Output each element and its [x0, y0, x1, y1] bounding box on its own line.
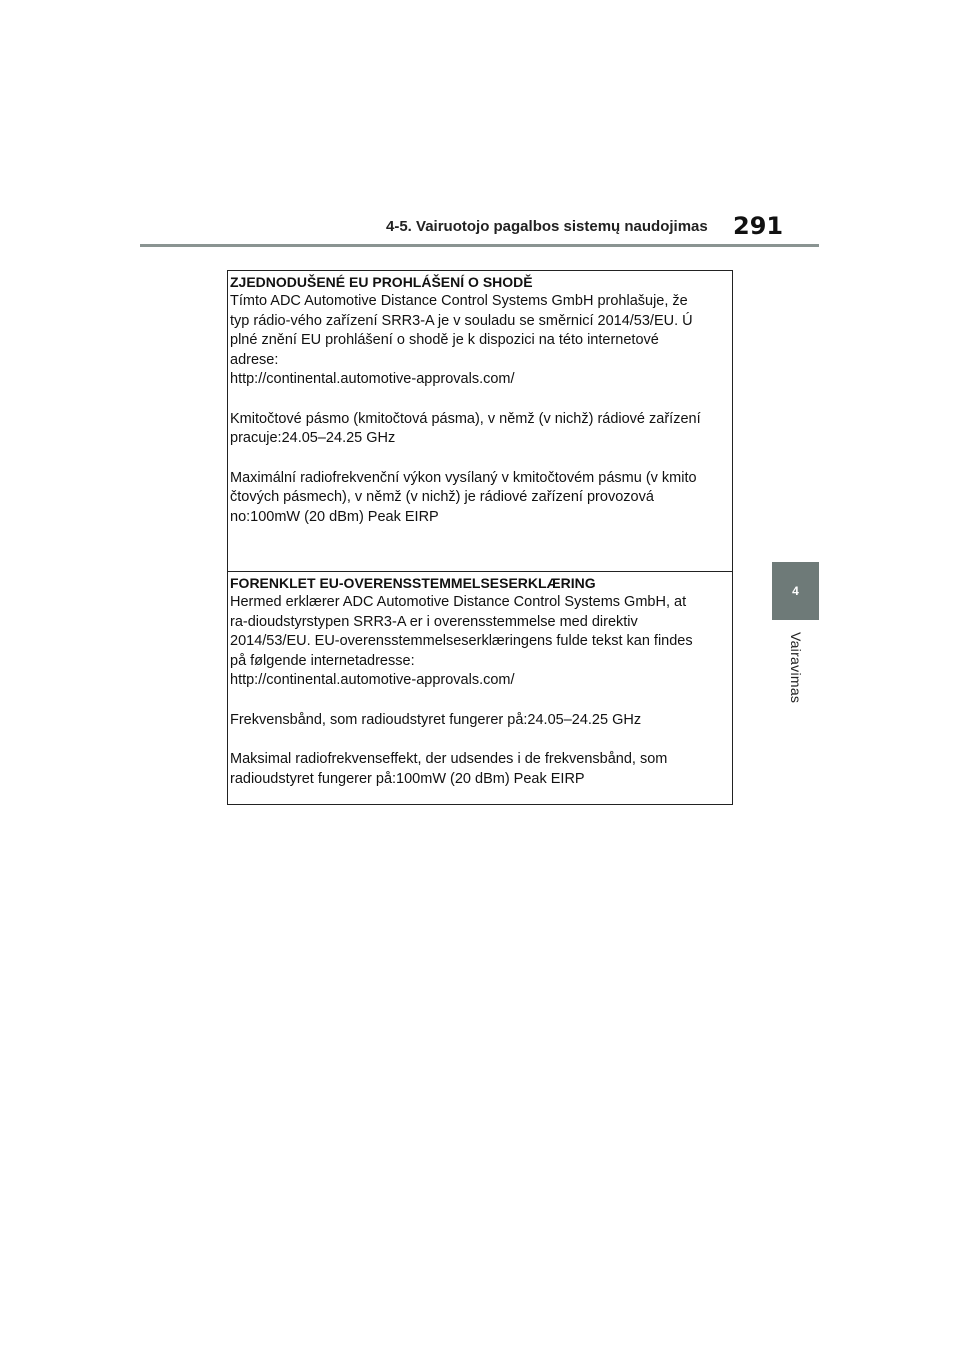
- text-line: Hermed erklærer ADC Automotive Distance Control Systems GmbH, at: [230, 594, 687, 610]
- declaration-paragraph: [230, 711, 732, 731]
- chapter-tab-label: Vairavimas: [788, 632, 804, 704]
- url-text: http://continental.automotive-approvals.com/: [230, 371, 515, 387]
- text-line: Maksimal radiofrekvenseffekt, der udsendes i de frekvensbånd, som: [230, 751, 668, 767]
- text-line: radioudstyret fungerer på:100mW (20 dBm) Peak EIRP: [230, 770, 585, 787]
- section-title: 4-5. Vairuotojo pagalbos sistemų naudojimas: [386, 218, 708, 235]
- text-line: čtových pásmech), v němž (v nichž) je rádiové zařízení provozová: [230, 489, 654, 505]
- declaration-paragraph: [230, 292, 732, 390]
- text-line: Maximální radiofrekvenční výkon vysílaný v kmitočtovém pásmu (v kmito: [230, 469, 697, 486]
- text-line: adrese:: [230, 351, 279, 368]
- text-line: no:100mW (20 dBm) Peak EIRP: [230, 508, 439, 525]
- declaration-box-czech: [227, 270, 733, 572]
- text-line: Tímto ADC Automotive Distance Control Systems GmbH prohlašuje, že: [230, 293, 688, 309]
- text-line: ra-dioudstyrstypen SRR3-A er i overensstemmelse med direktiv: [230, 613, 638, 630]
- declaration-title: ZJEDNODUŠENÉ EU PROHLÁŠENÍ O SHODĚ: [230, 274, 533, 290]
- declaration-paragraph: [230, 593, 732, 691]
- text-line: plné znění EU prohlášení o shodě je k dispozici na této internetové: [230, 332, 659, 348]
- declaration-paragraph: [230, 469, 732, 528]
- text-line: typ rádio-vého zařízení SRR3-A je v souladu se směrnicí 2014/53/EU. Ú: [230, 312, 693, 329]
- declaration-box-danish: [227, 571, 733, 805]
- text-line: Kmitočtové pásmo (kmitočtová pásma), v němž (v nichž) rádiové zařízení: [230, 410, 701, 427]
- chapter-tab: [772, 562, 819, 620]
- page-number: 291: [733, 212, 784, 240]
- text-line: 2014/53/EU. EU-overensstemmelseserklæringens fulde tekst kan findes: [230, 633, 693, 649]
- declaration-paragraph: [230, 410, 732, 449]
- chapter-tab-number: 4: [792, 584, 799, 598]
- text-line: på følgende internetadresse:: [230, 652, 415, 669]
- text-line: Frekvensbånd, som radioudstyret fungerer på:24.05–24.25 GHz: [230, 711, 642, 728]
- url-text: http://continental.automotive-approvals.com/: [230, 672, 515, 688]
- text-line: pracuje:24.05–24.25 GHz: [230, 430, 396, 446]
- header-divider: [140, 244, 819, 247]
- declaration-paragraph: [230, 750, 732, 789]
- declaration-title: FORENKLET EU-OVERENSSTEMMELSESERKLÆRING: [230, 575, 596, 591]
